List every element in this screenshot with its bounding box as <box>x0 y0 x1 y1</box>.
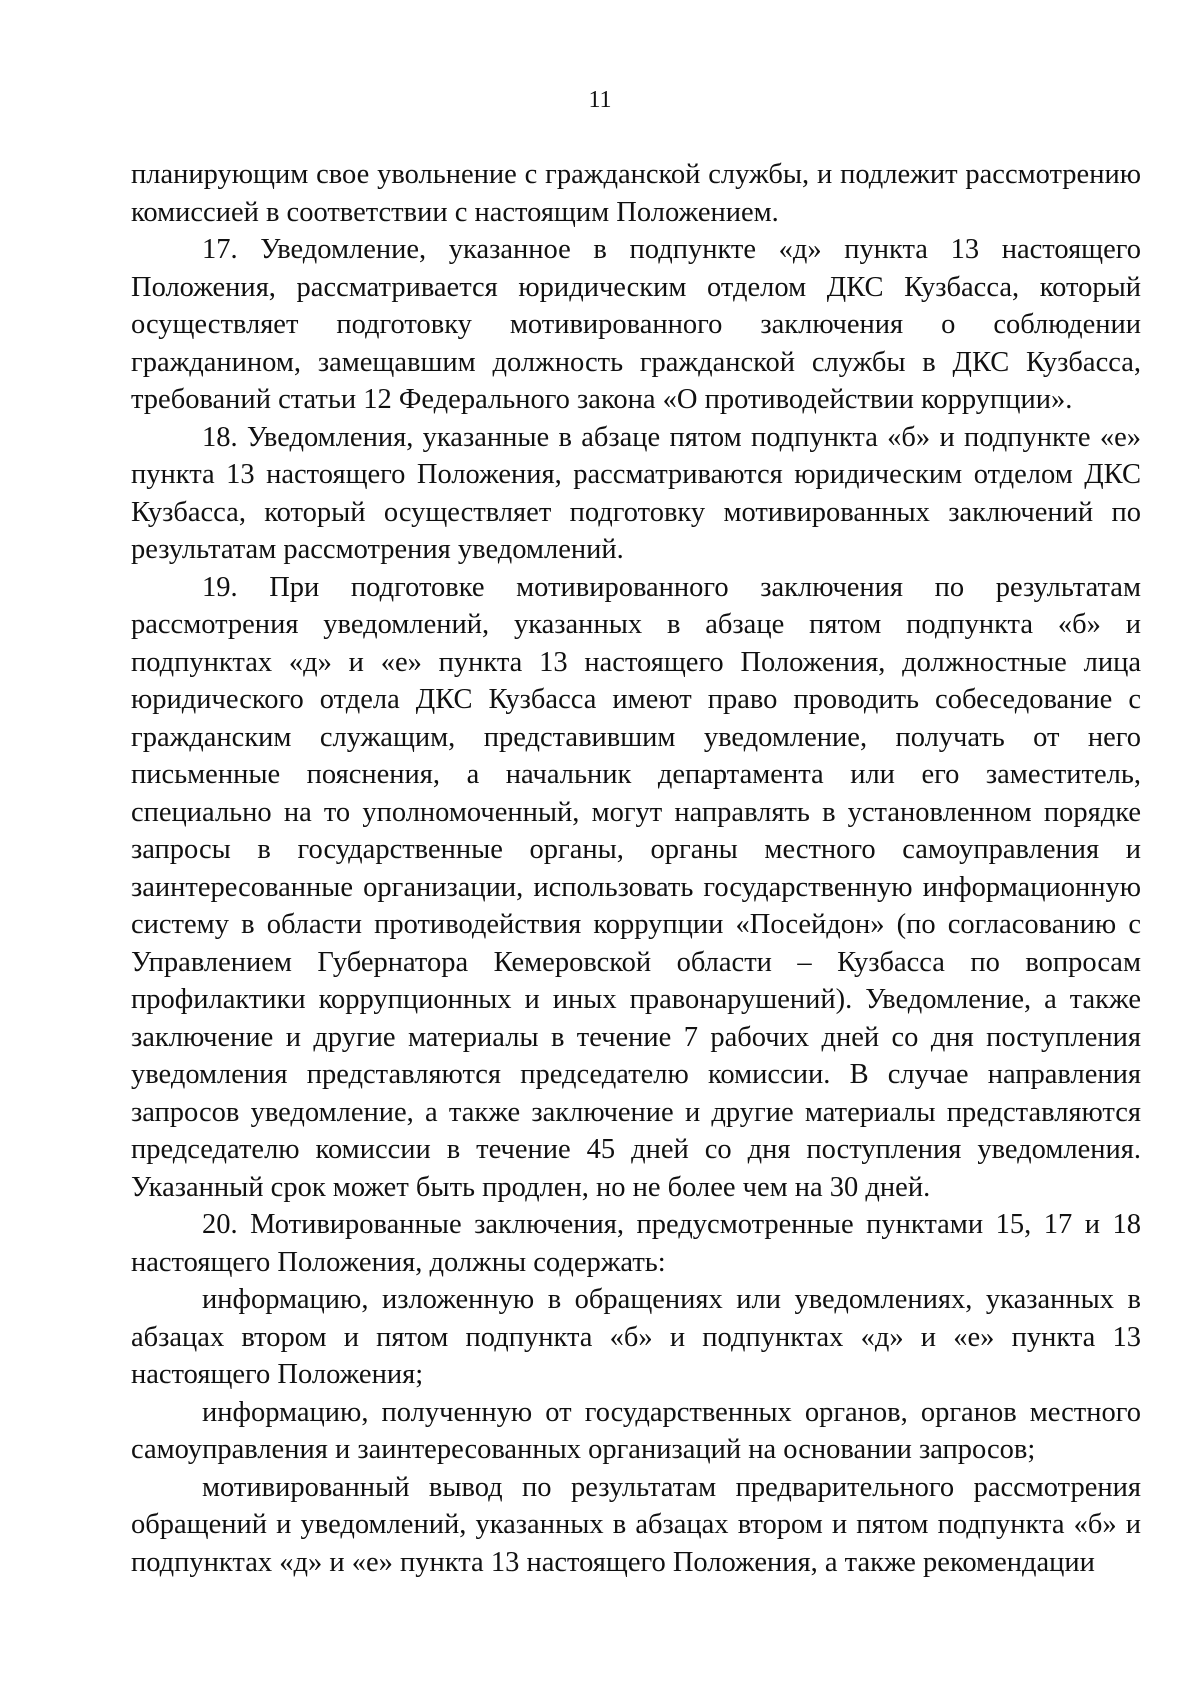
paragraph-20-item-1: информацию, изложенную в обращениях или уведомлениях, указанных в абзацах втором и пятом подпункта «б» и подпунктах «д» и «е» пункта 13 настоящего Положения; <box>131 1284 1141 1390</box>
paragraph-17: 17. Уведомление, указанное в подпункте «д» пункта 13 настоящего Положения, рассматривается юридическим отделом ДКС Кузбасса, который осуществляет подготовку мотивированного заключения о соблюдении гражданином, замещавшим должность гражданской службы в ДКС Кузбасса, требований статьи 12 Федерального закона «О противодействии коррупции». <box>131 234 1141 415</box>
page-number: 11 <box>588 87 612 113</box>
paragraph-20-item-3: мотивированный вывод по результатам предварительного рассмотрения обращений и уведомлений, указанных в абзацах втором и пятом подпункта «б» и подпунктах «д» и «е» пункта 13 настоящего Положения, а также рекомендации <box>131 1471 1141 1578</box>
paragraph-continuation: планирующим свое увольнение с гражданской службы, и подлежит рассмотрению комиссией в соответствии с настоящим Положением. <box>131 159 1141 228</box>
paragraph-20: 20. Мотивированные заключения, предусмотренные пунктами 15, 17 и 18 настоящего Положения, должны содержать: <box>131 1209 1141 1278</box>
paragraph-20-item-2: информацию, полученную от государственных органов, органов местного самоуправления и заинтересованных организаций на основании запросов; <box>131 1396 1141 1465</box>
document-body <box>131 156 1141 1581</box>
paragraph-19: 19. При подготовке мотивированного заключения по результатам рассмотрения уведомлений, указанных в абзаце пятом подпункта «б» и подпунктах «д» и «е» пункта 13 настоящего Положения, должностные лица юридического отдела ДКС Кузбасса имеют право проводить собеседование с гражданским служащим, представившим уведомление, получать от него письменные пояснения, а начальник департамента или его заместитель, специально на то уполномоченный, могут направлять в установленном порядке запросы в государственные органы, органы местного самоуправления и заинтересованные организации, использовать государственную информационную систему в области противодействия коррупции «Посейдон» (по согласованию с Управлением Губернатора Кемеровской области – Кузбасса по вопросам профилактики коррупционных и иных правонарушений). Уведомление, а также заключение и другие материалы в течение 7 рабочих дней со дня поступления уведомления представляются председателю комиссии. В случае направления запросов уведомление, а также заключение и другие материалы представляются председателю комиссии в течение 45 дней со дня поступления уведомления. Указанный срок может быть продлен, но не более чем на 30 дней. <box>131 571 1141 1203</box>
paragraph-18: 18. Уведомления, указанные в абзаце пятом подпункта «б» и подпункте «е» пункта 13 настоящего Положения, рассматриваются юридическим отделом ДКС Кузбасса, который осуществляет подготовку мотивированных заключений по результатам рассмотрения уведомлений. <box>131 421 1141 565</box>
